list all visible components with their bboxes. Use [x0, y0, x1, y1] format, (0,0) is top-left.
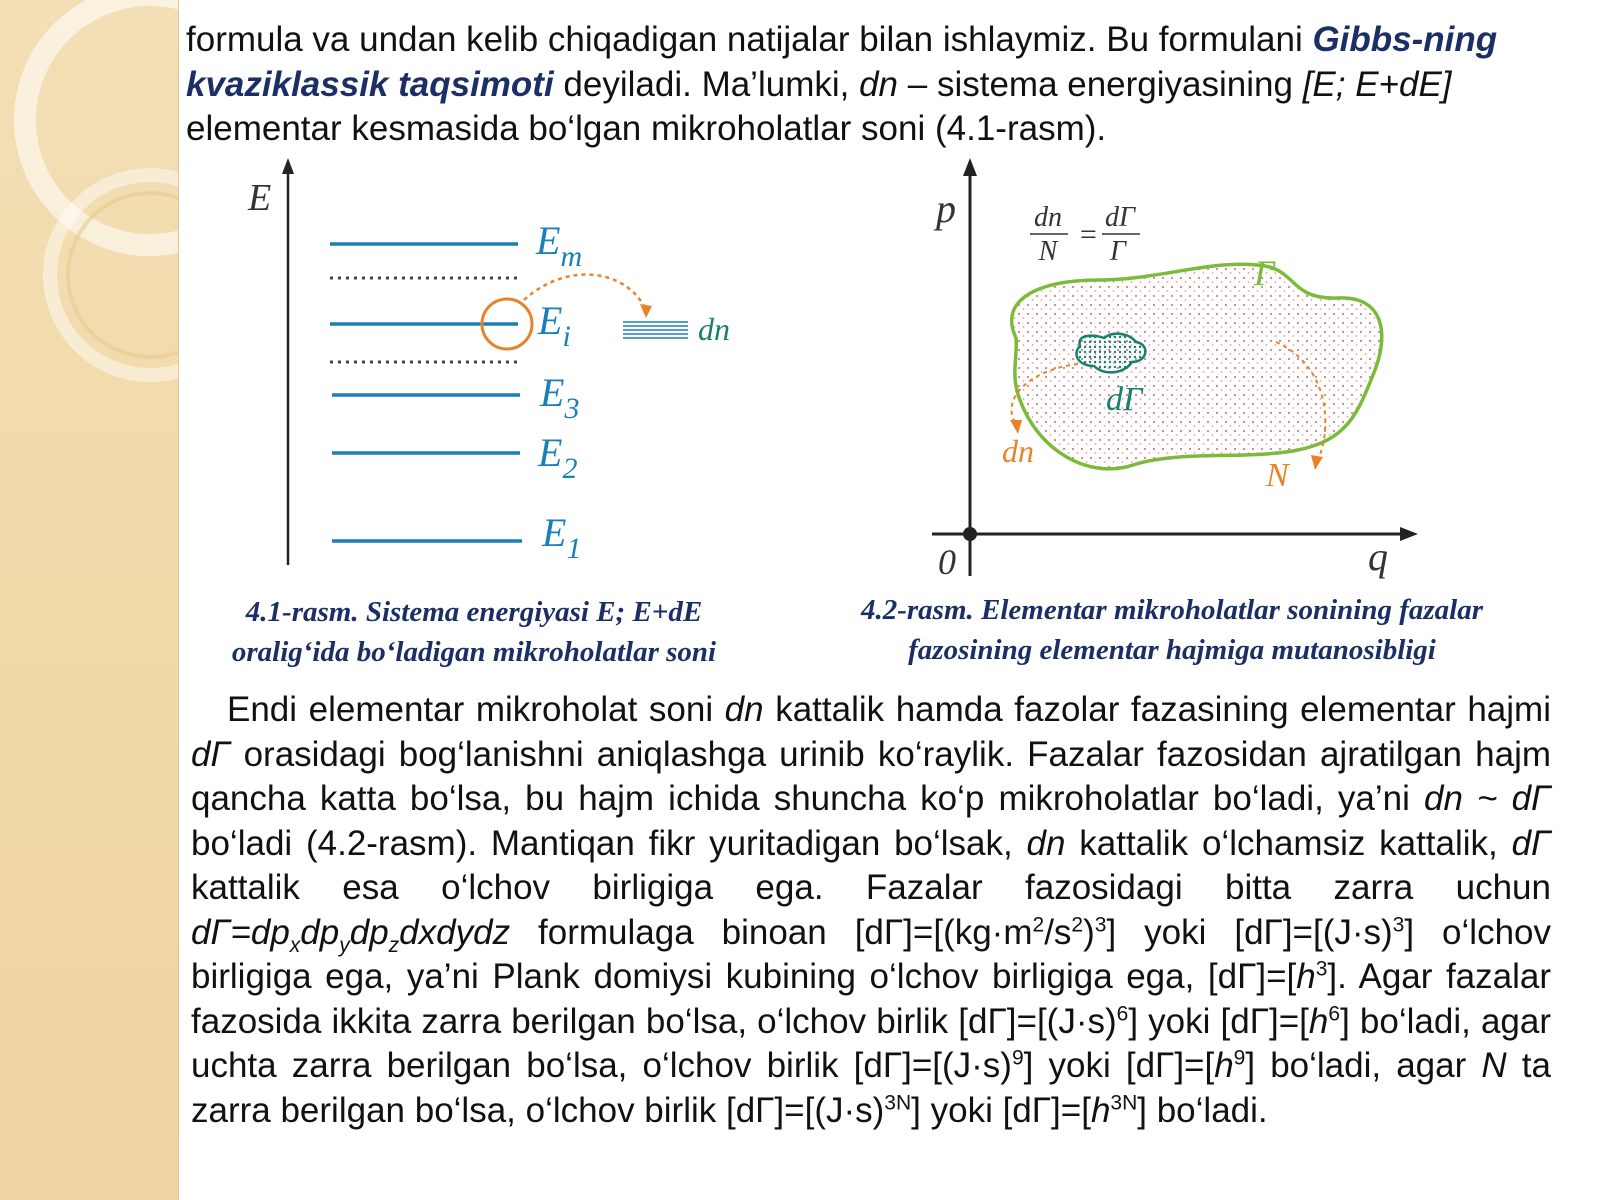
proportion-expression: dn ~ dΓ	[1424, 779, 1551, 818]
caption-line: 4.1-rasm. Sistema energiyasi E; E+dE	[245, 596, 703, 628]
caption-line: oralig‘ida bo‘ladigan mikroholatlar soni	[231, 636, 717, 668]
formula-denominator-right: Γ	[1110, 236, 1126, 267]
dn-line-stack	[623, 322, 688, 338]
particle-count-symbol: N	[1481, 1046, 1507, 1085]
p-axis-arrow	[963, 158, 977, 176]
exponent: 3N	[884, 1090, 912, 1114]
body-text: Endi elementar mikroholat soni	[227, 690, 725, 729]
exponent: 9	[1011, 1046, 1024, 1070]
volume-element-formula: $d\Gamma=dp_xdp_ydp_zdxdydz$	[191, 912, 511, 957]
body-text: ta zarra berilgan bo‘lsa, o‘lchov birlik [dΓ]=[(J·s)	[191, 1046, 1551, 1130]
level-ei-label: $E_i$	[538, 298, 571, 353]
p-axis-label: p	[936, 186, 956, 231]
dn-label: dn	[1002, 433, 1034, 469]
n-label: N	[1266, 457, 1289, 494]
body-text: )	[1083, 912, 1095, 952]
exponent: 3	[1315, 957, 1328, 981]
body-text: orasidagi bog‘lanishni aniqlashga urinib ko‘raylik. Fazalar fazosidan ajratilgan hajm qancha katta bo‘lsa, bu hajm ichida shuncha ko‘p mikroholatlar bo‘ladi, ya’ni	[191, 734, 1551, 818]
sidebar-rings-decoration	[0, 0, 178, 1200]
dn-label: dn	[698, 311, 730, 347]
level-e3-label: $E_3$	[540, 370, 580, 425]
energy-levels-figure	[218, 150, 778, 580]
planck-symbol: h	[1308, 1001, 1329, 1041]
body-text: ] bo‘ladi, agar	[1245, 1046, 1482, 1085]
gamma-label: Γ	[1254, 253, 1275, 293]
body-text: ] yoki [dΓ]=[	[1128, 1001, 1309, 1041]
body-text: ]. Agar fazalar fazosida ikkita zarra berilgan bo‘lsa, o‘lchov birlik [dΓ]=[(J·s)	[191, 957, 1551, 1041]
dgamma-label: dΓ	[1106, 381, 1143, 418]
level-e2-label: $E_2$	[538, 430, 578, 485]
body-text: kattalik o‘lchamsiz kattalik,	[1065, 823, 1512, 863]
phase-space-figure	[918, 150, 1438, 590]
dn-symbol: dn	[724, 690, 764, 729]
intro-text: formula va undan kelib chiqadigan natijalar bilan ishlaymiz. Bu formulani	[186, 20, 1313, 59]
exponent: 3	[1392, 912, 1405, 936]
body-text: kattalik hamda fazolar fazasining elementar hajmi	[763, 690, 1551, 729]
exponent: 6	[1116, 1001, 1129, 1025]
figure-4-1-caption	[184, 592, 764, 672]
body-text: ] yoki [dΓ]=[	[1023, 1046, 1215, 1085]
planck-symbol: h	[1090, 1090, 1111, 1130]
body-paragraph	[191, 688, 1551, 1133]
energy-axis-label: E	[248, 177, 272, 219]
origin-point	[963, 527, 977, 541]
body-text: bo‘ladi (4.2-rasm). Mantiqan fikr yuritadigan bo‘lsak,	[191, 823, 1027, 863]
planck-symbol: h	[1214, 1046, 1234, 1085]
gibbs-term: Gibbs-ning kvaziklassik taqsimoti	[186, 20, 1498, 104]
origin-label: 0	[938, 542, 956, 582]
intro-text: deyiladi. Ma’lumki,	[553, 64, 860, 104]
formula-numerator-left: dn	[1034, 202, 1062, 233]
q-axis-label: q	[1368, 534, 1388, 579]
energy-interval: [E; E+dE]	[1302, 64, 1452, 104]
exponent: 3	[1094, 912, 1107, 936]
dgamma-symbol: dΓ	[191, 734, 231, 774]
body-text: kattalik esa o‘lchov birligiga ega. Fazalar fazosidagi bitta zarra uchun	[191, 868, 1551, 907]
dn-arrowhead	[1010, 420, 1022, 434]
caption-line: fazosining elementar hajmiga mutanosibligi	[908, 634, 1436, 666]
intro-paragraph	[186, 18, 1546, 152]
level-e1-label: $E_1$	[542, 510, 582, 565]
energy-axis-arrow	[282, 158, 294, 174]
proportion-formula	[1030, 202, 1140, 267]
dgamma-symbol: dΓ	[1511, 823, 1551, 863]
body-text: ] yoki [dΓ]=[(J·s)	[1106, 912, 1393, 952]
level-em-label: $E_m$	[536, 218, 583, 273]
dn-symbol: dn	[1026, 823, 1066, 863]
formula-equals: =	[1078, 218, 1099, 251]
exponent: 6	[1328, 1001, 1341, 1025]
body-text: formulaga binoan [dΓ]=[(kg·m	[510, 912, 1033, 952]
body-text: ] yoki [dΓ]=[	[911, 1090, 1091, 1130]
body-text: ] bo‘ladi.	[1137, 1090, 1268, 1130]
figure-4-2-caption	[812, 590, 1532, 670]
decorative-sidebar	[0, 0, 179, 1200]
intro-text: – sistema energiyasining	[898, 64, 1303, 104]
page-content	[178, 0, 1600, 1200]
transition-arrowhead	[640, 304, 652, 318]
body-text: ] bo‘ladi, agar uchta zarra berilgan bo‘lsa, o‘lchov birlik [dΓ]=[(J·s)	[191, 1001, 1551, 1085]
exponent: 9	[1233, 1046, 1246, 1070]
dn-symbol: dn	[859, 64, 899, 104]
caption-line: 4.2-rasm. Elementar mikroholatlar sonining fazalar	[860, 594, 1483, 626]
intro-text: elementar kesmasida bo‘lgan mikroholatlar soni (4.1-rasm).	[186, 109, 1107, 148]
formula-denominator-left: N	[1038, 236, 1058, 267]
exponent: 3N	[1110, 1090, 1138, 1114]
body-text: /s	[1044, 912, 1072, 952]
formula-numerator-right: dΓ	[1105, 202, 1135, 233]
n-arrowhead	[1311, 455, 1323, 470]
exponent: 2	[1071, 912, 1084, 936]
exponent: 2	[1032, 912, 1045, 936]
planck-symbol: h	[1296, 957, 1316, 996]
body-text: ] o‘lchov birligiga ega, ya’ni Plank domiysi kubining o‘lchov birligiga ega, [dΓ]=[	[191, 912, 1551, 996]
q-axis-arrow	[1400, 527, 1418, 541]
